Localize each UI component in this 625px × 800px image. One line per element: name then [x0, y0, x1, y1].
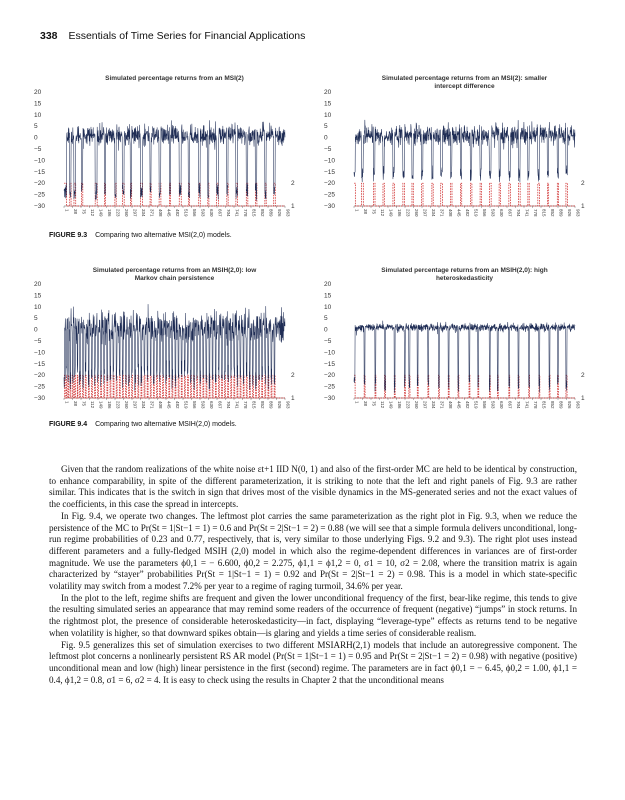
y-tick-label: 5 [324, 123, 328, 131]
x-tick-label: 223 [405, 401, 411, 409]
regime-series [354, 375, 575, 398]
y-tick-label: 20 [324, 89, 332, 96]
x-tick-label: 1 [64, 401, 70, 404]
x-tick-label: 408 [448, 401, 453, 409]
y2-tick-label: 2 [581, 372, 585, 380]
y-tick-label: −25 [34, 191, 46, 199]
y-tick-label: 10 [324, 111, 332, 119]
x-tick-label: 334 [431, 401, 436, 409]
x-tick-label: 741 [234, 209, 240, 217]
chart-title: Simulated percentage returns from an MSI(2): smaller [381, 75, 548, 82]
y-tick-label: −5 [324, 338, 332, 345]
y-tick-label: 0 [34, 134, 38, 142]
y-tick-label: −25 [34, 383, 46, 391]
y-tick-label: −30 [324, 395, 336, 402]
x-tick-label: 260 [414, 209, 419, 217]
x-tick-label: 556 [192, 209, 197, 217]
x-tick-label: 778 [243, 209, 248, 217]
chart-panel [34, 75, 295, 217]
x-tick-label: 741 [524, 401, 530, 409]
y-tick-label: 0 [324, 326, 328, 334]
y2-tick-label: 1 [581, 395, 585, 402]
y-tick-label: −10 [324, 349, 336, 357]
y-tick-label: −25 [324, 191, 336, 199]
x-tick-label: 704 [226, 401, 231, 409]
y2-tick-label: 1 [581, 203, 585, 210]
y2-tick-label: 1 [291, 395, 295, 402]
x-tick-label: 704 [516, 209, 521, 217]
chart-title: Simulated percentage returns from an MSIH(2,0): high [381, 267, 548, 274]
y-tick-label: 20 [34, 281, 42, 288]
y-tick-label: −15 [324, 168, 336, 176]
x-tick-label: 408 [158, 209, 163, 217]
x-tick-label: 519 [183, 401, 189, 409]
y-tick-label: −5 [34, 146, 42, 153]
y-tick-label: 5 [324, 315, 328, 323]
x-tick-label: 408 [158, 401, 163, 409]
chart-msi2 [0, 70, 625, 245]
x-tick-label: 38 [363, 401, 368, 407]
y-tick-label: −20 [324, 372, 336, 380]
x-tick-label: 778 [533, 401, 538, 409]
y-tick-label: −15 [34, 360, 46, 368]
x-tick-label: 963 [285, 401, 291, 409]
y-tick-label: −20 [324, 180, 336, 188]
x-tick-label: 334 [141, 209, 146, 217]
x-tick-label: 556 [192, 401, 197, 409]
x-tick-label: 297 [422, 209, 428, 217]
x-tick-label: 112 [380, 209, 385, 217]
y-tick-label: 20 [34, 89, 42, 96]
x-tick-label: 556 [482, 209, 487, 217]
x-tick-label: 334 [431, 209, 436, 217]
y-tick-label: 5 [34, 123, 38, 131]
x-tick-label: 593 [490, 401, 496, 409]
y-tick-label: −15 [324, 360, 336, 368]
caption-text: Comparing two alternative MSIH(2,0) models. [95, 421, 237, 428]
x-tick-label: 630 [209, 209, 214, 217]
x-tick-label: 112 [90, 209, 95, 217]
x-tick-label: 963 [575, 401, 581, 409]
x-tick-label: 482 [465, 401, 470, 409]
returns-series [354, 120, 575, 183]
x-tick-label: 889 [558, 401, 564, 409]
page-number: 338 [40, 30, 58, 42]
x-tick-label: 75 [371, 401, 377, 407]
y-tick-label: 0 [34, 326, 38, 334]
chart-title: Simulated percentage returns from an MSI(2) [105, 75, 244, 82]
y2-tick-label: 2 [581, 180, 585, 188]
y-tick-label: −25 [324, 383, 336, 391]
y-tick-label: −10 [324, 157, 336, 165]
x-tick-label: 704 [226, 209, 231, 217]
y-tick-label: 20 [324, 281, 332, 288]
x-tick-label: 445 [456, 209, 462, 217]
x-tick-label: 371 [439, 401, 445, 409]
x-tick-label: 186 [107, 209, 112, 217]
x-tick-label: 593 [490, 209, 496, 217]
x-tick-label: 519 [473, 401, 479, 409]
y-tick-label: −10 [34, 157, 46, 165]
chart-title: heteroskedasticity [435, 275, 494, 282]
x-tick-label: 704 [516, 401, 521, 409]
chart-panel [34, 267, 295, 409]
x-tick-label: 852 [550, 401, 555, 409]
x-tick-label: 38 [363, 209, 368, 215]
regime-series [64, 375, 285, 398]
x-tick-label: 630 [499, 401, 504, 409]
x-tick-label: 297 [132, 209, 138, 217]
y-tick-label: −5 [34, 338, 42, 345]
x-tick-label: 889 [268, 401, 274, 409]
x-tick-label: 149 [98, 209, 104, 217]
x-tick-label: 926 [567, 401, 572, 409]
x-tick-label: 445 [456, 401, 462, 409]
y-tick-label: 5 [34, 315, 38, 323]
x-tick-label: 75 [81, 209, 87, 215]
x-tick-label: 112 [90, 401, 95, 409]
x-tick-label: 186 [397, 401, 402, 409]
x-tick-label: 297 [132, 401, 138, 409]
x-tick-label: 593 [200, 401, 206, 409]
x-tick-label: 75 [371, 209, 377, 215]
x-tick-label: 667 [507, 209, 513, 217]
x-tick-label: 408 [448, 209, 453, 217]
x-tick-label: 260 [414, 401, 419, 409]
x-tick-label: 38 [73, 401, 78, 407]
page-header [40, 30, 585, 46]
x-tick-label: 852 [260, 209, 265, 217]
figure-9-4 [0, 262, 625, 422]
chart-title: Simulated percentage returns from an MSIH(2,0): low [92, 267, 257, 274]
x-tick-label: 445 [166, 401, 172, 409]
paragraph: Given that the random realizations of the white noise εt+1 IID N(0, 1) and also of the first-order MC are held to be identical by construction, to enhance comparability, in spite of the different parameterization, it is striking to note that the left and right panels of Fig. 9.3 are rather similar. This indicates that is the switch in sign that drives most of the visible dynamics in the MS-generated series and not the exact values of the coefficients, in this case the spread in intercepts. [49, 464, 577, 510]
x-tick-label: 482 [175, 401, 180, 409]
y-tick-label: 10 [324, 303, 332, 311]
paragraph: In the plot to the left, regime shifts are frequent and given the lower unconditional frequency of the first, bear-like regime, this tends to give the resulting simulated series an appearance that may remind some readers of the occurrence of frequent (negative) “jumps” in stock returns. In the rightmost plot, the presence of considerable heteroskedasticity—in fact, displaying “leverage-type” effects as returns tend to be negative when volatility is higher, so that downward spikes obtain—is glaring and yields a time series of considerable realism. [49, 592, 577, 638]
x-tick-label: 1 [64, 209, 70, 212]
figure-9-3-caption [49, 232, 232, 239]
x-tick-label: 852 [550, 209, 555, 217]
x-tick-label: 445 [166, 209, 172, 217]
x-tick-label: 223 [115, 401, 121, 409]
x-tick-label: 519 [183, 209, 189, 217]
chart-title: Markov chain persistence [134, 275, 215, 282]
x-tick-label: 963 [575, 209, 581, 217]
y-tick-label: −30 [324, 203, 336, 210]
y-tick-label: 0 [324, 134, 328, 142]
x-tick-label: 371 [149, 401, 155, 409]
x-tick-label: 112 [380, 401, 385, 409]
x-tick-label: 149 [98, 401, 104, 409]
regime-series [354, 183, 575, 206]
figure-9-3 [0, 70, 625, 245]
paragraph: Fig. 9.5 generalizes this set of simulation exercises to two different MSIARH(2,1) models that include an autoregressive component. The leftmost plot concerns a nonlinearly persistent RS AR model (Pr(St = 1|St−1 = 1) = 0.95 and Pr(St = 2|St−1 = 2) = 0.98) with negative (positive) unconditional mean and low (high) linear persistence in the first (second) regime. The parameters are in fact ϕ0,1 = − 6.45, ϕ0,2 = 1.00, ϕ1,1 = 0.4, ϕ1,2 = 0.8, σ1 = 6, σ2 = 4. It is easy to check using the results in Chapter 2 that the unconditional means [49, 639, 577, 685]
x-tick-label: 186 [397, 209, 402, 217]
x-tick-label: 926 [277, 401, 282, 409]
x-tick-label: 75 [81, 401, 87, 407]
x-tick-label: 741 [234, 401, 240, 409]
x-tick-label: 667 [217, 401, 223, 409]
returns-series [354, 321, 575, 393]
x-tick-label: 556 [482, 401, 487, 409]
x-tick-label: 963 [285, 209, 291, 217]
figure-label: FIGURE 9.3 [49, 232, 88, 239]
x-tick-label: 815 [541, 401, 547, 409]
x-tick-label: 334 [141, 401, 146, 409]
y2-tick-label: 2 [291, 372, 295, 380]
x-tick-label: 889 [268, 209, 274, 217]
x-tick-label: 778 [243, 401, 248, 409]
x-tick-label: 519 [473, 209, 479, 217]
x-tick-label: 630 [499, 209, 504, 217]
x-tick-label: 852 [260, 401, 265, 409]
x-tick-label: 371 [149, 209, 155, 217]
y-tick-label: 15 [324, 292, 332, 300]
x-tick-label: 741 [524, 209, 530, 217]
x-tick-label: 667 [507, 401, 513, 409]
y-tick-label: −15 [34, 168, 46, 176]
y-tick-label: 15 [34, 292, 42, 300]
x-tick-label: 482 [465, 209, 470, 217]
x-tick-label: 186 [107, 401, 112, 409]
chart-msih [0, 262, 625, 422]
caption-text: Comparing two alternative MSI(2,0) models. [95, 232, 232, 239]
x-tick-label: 149 [388, 209, 394, 217]
x-tick-label: 1 [354, 209, 360, 212]
x-tick-label: 815 [541, 209, 547, 217]
x-tick-label: 926 [567, 209, 572, 217]
x-tick-label: 815 [251, 401, 257, 409]
x-tick-label: 815 [251, 209, 257, 217]
y-tick-label: 10 [34, 111, 42, 119]
x-tick-label: 260 [124, 401, 129, 409]
x-tick-label: 482 [175, 209, 180, 217]
y-tick-label: −10 [34, 349, 46, 357]
returns-series [64, 304, 285, 390]
chart-panel [324, 267, 585, 409]
x-tick-label: 889 [558, 209, 564, 217]
x-tick-label: 630 [209, 401, 214, 409]
x-tick-label: 223 [115, 209, 121, 217]
y-tick-label: −30 [34, 203, 46, 210]
x-tick-label: 667 [217, 209, 223, 217]
x-tick-label: 149 [388, 401, 394, 409]
y-tick-label: −30 [34, 395, 46, 402]
running-title: Essentials of Time Series for Financial Applications [68, 30, 306, 42]
y2-tick-label: 2 [291, 180, 295, 188]
y-tick-label: 10 [34, 303, 42, 311]
figure-label: FIGURE 9.4 [49, 421, 88, 428]
x-tick-label: 297 [422, 401, 428, 409]
body-text [49, 464, 577, 686]
x-tick-label: 593 [200, 209, 206, 217]
x-tick-label: 926 [277, 209, 282, 217]
x-tick-label: 371 [439, 209, 445, 217]
x-tick-label: 778 [533, 209, 538, 217]
chart-panel [324, 75, 585, 217]
y-tick-label: 15 [324, 100, 332, 108]
paragraph: In Fig. 9.4, we operate two changes. The leftmost plot carries the same parameterization as the right plot in Fig. 9.3, when we reduce the persistence of the MC to Pr(St = 1|St−1 = 1) = 0.6 and Pr(St = 2|St−1 = 2) = 0.88 (we will see that a simple formula delivers unconditional, long-run regime probabilities of 0.23 and 0.77, respectively, that is, very similar to those underlying Figs. 9.2 and 9.3). The right plot uses instead different parameters and a fully-fledged MSIH (2,0) model in which also the regime-dependent differences in variances are of first-order magnitude. We use the parameters ϕ0,1 = − 6.600, ϕ0,2 = 2.275, ϕ1,1 = ϕ1,2 = 0, σ1 = 10, σ2 = 2.08, where the transition matrix is again characterized by “stayer” probabilities Pr(St = 1|St−1 = 1) = 0.92 and Pr(St = 2|St−1 = 2) = 0.98. This is a model in which state-specific volatility may switch from a modest 7.2% per year to a regime of raging turmoil, 34.6% per year. [49, 510, 577, 592]
x-tick-label: 260 [124, 209, 129, 217]
x-tick-label: 1 [354, 401, 360, 404]
y-tick-label: 15 [34, 100, 42, 108]
y-tick-label: −5 [324, 146, 332, 153]
chart-title: intercept difference [434, 83, 495, 90]
returns-series [64, 120, 285, 200]
figure-9-4-caption [49, 421, 237, 428]
y-tick-label: −20 [34, 180, 46, 188]
x-tick-label: 38 [73, 209, 78, 215]
x-tick-label: 223 [405, 209, 411, 217]
y-tick-label: −20 [34, 372, 46, 380]
y2-tick-label: 1 [291, 203, 295, 210]
